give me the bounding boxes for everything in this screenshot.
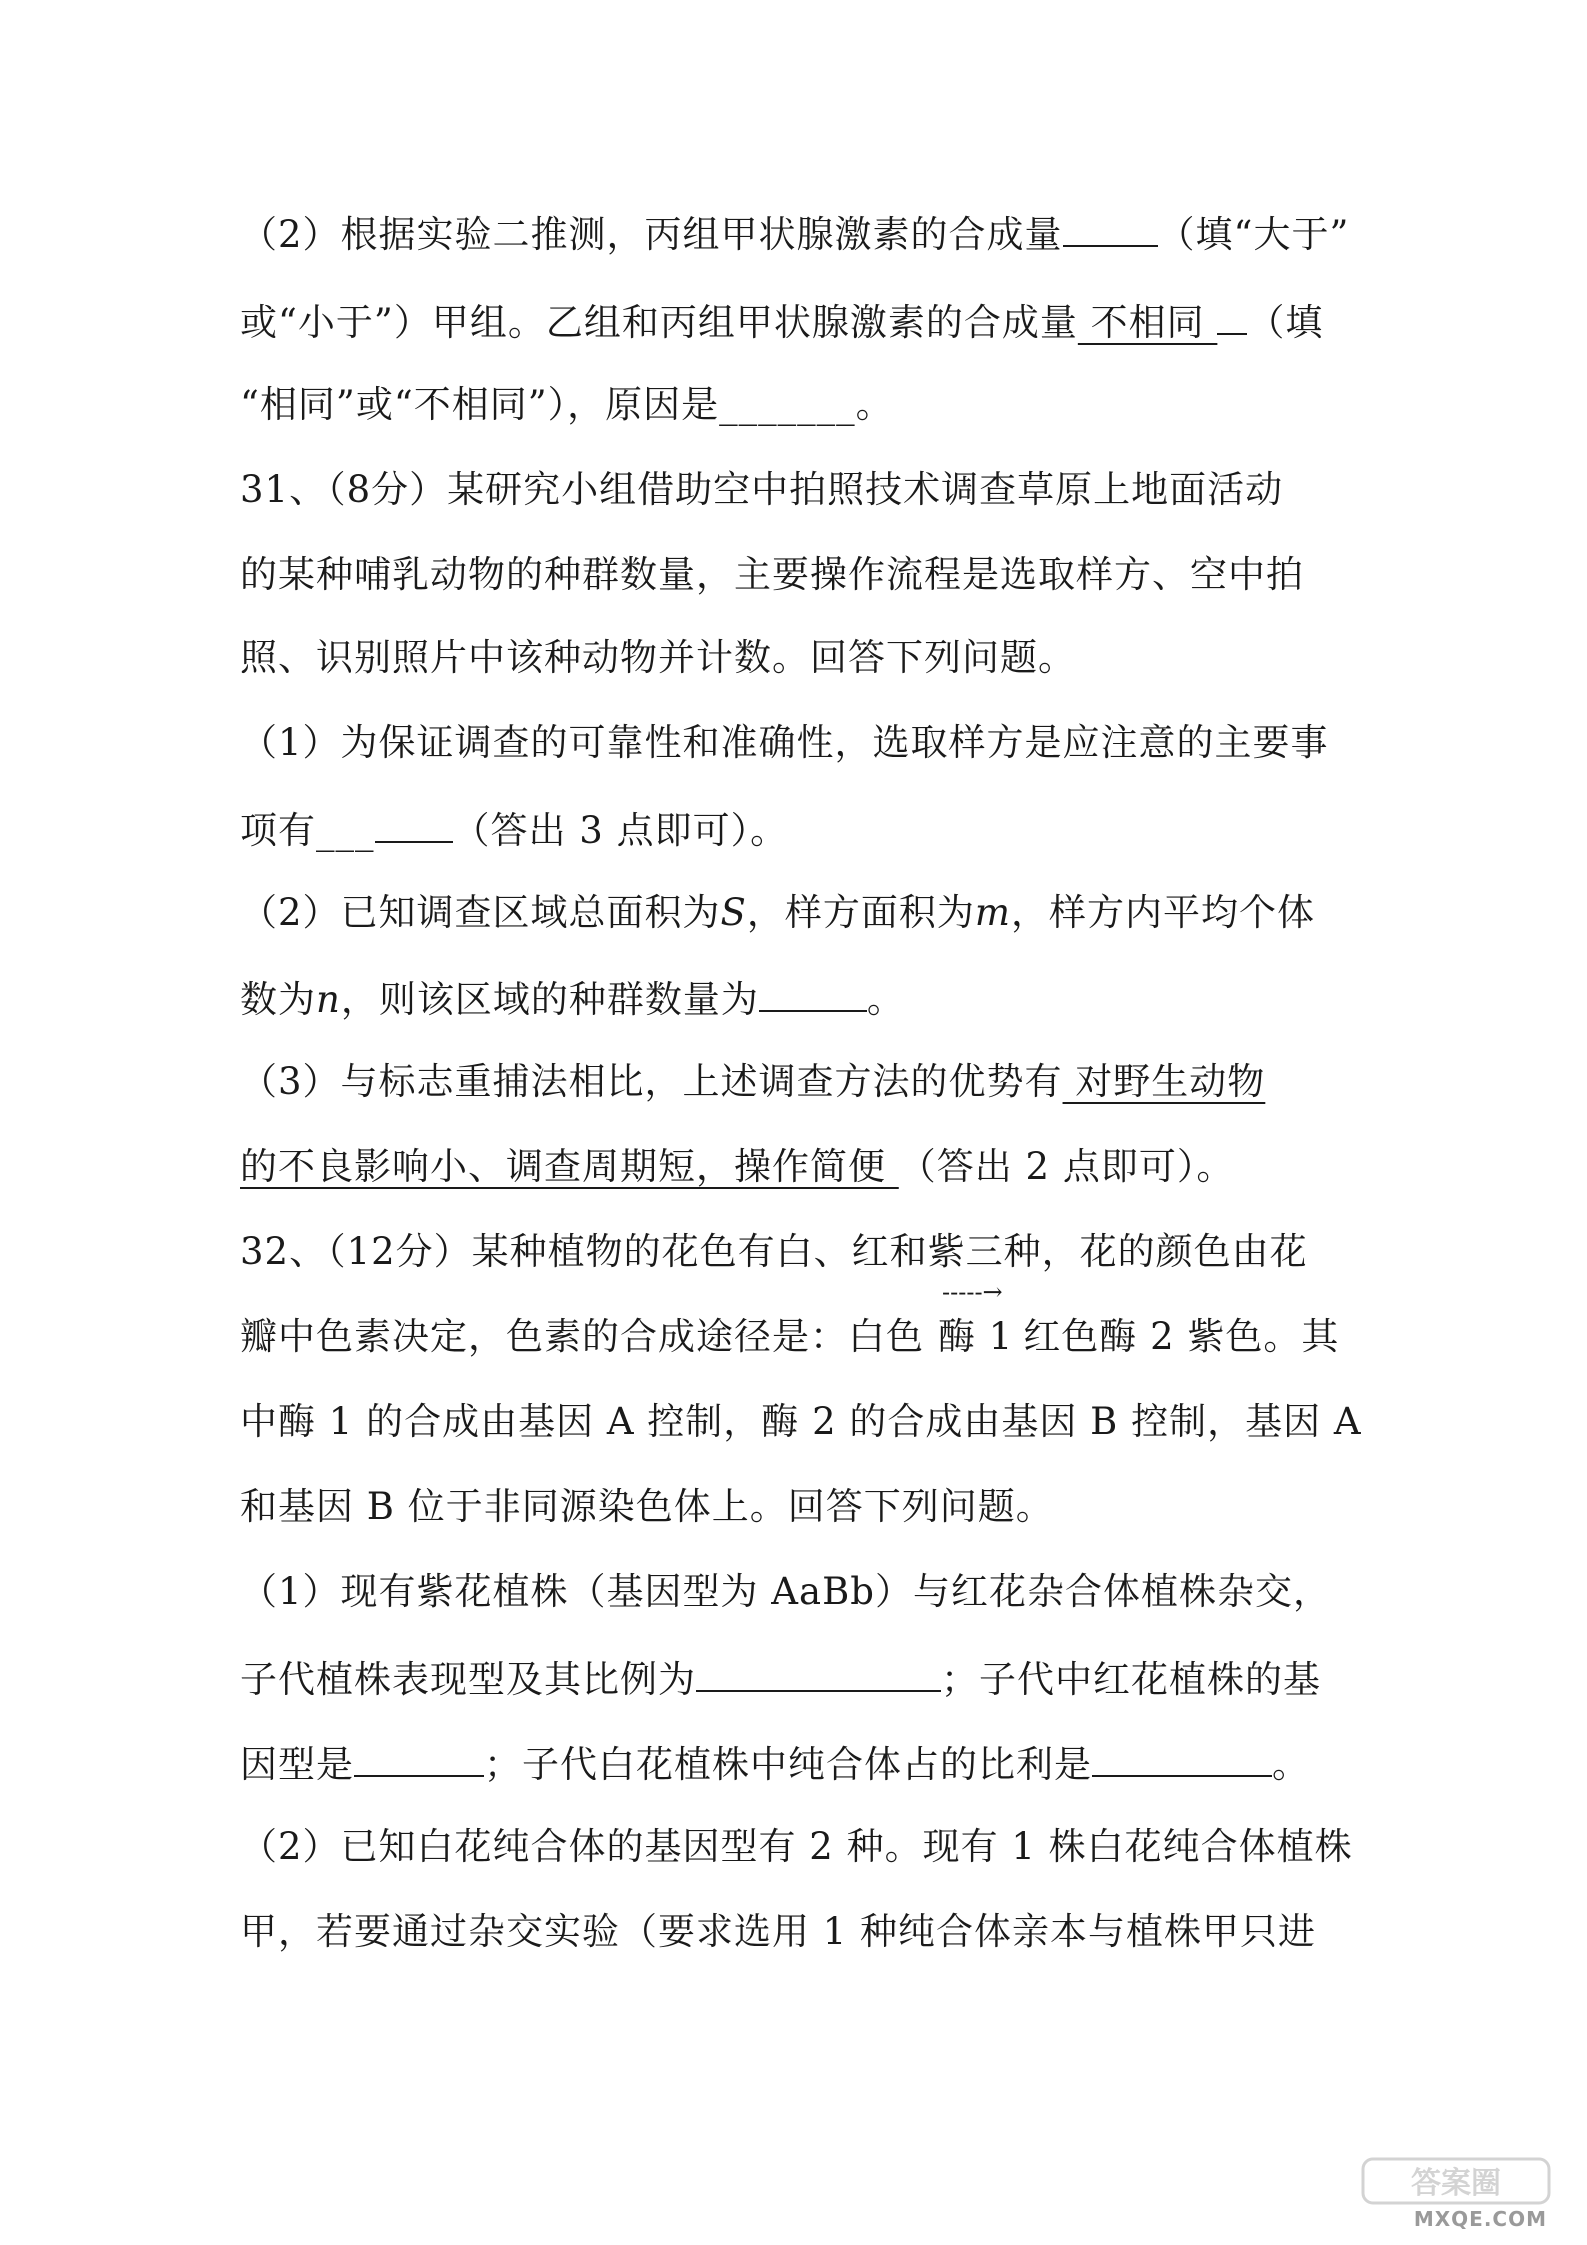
q32-text: 瓣中色素决定，色素的合成途径是：白色	[240, 1315, 924, 1358]
filled-answer: 对野生动物	[1062, 1060, 1266, 1103]
q31-2-text-d: 数为	[240, 978, 316, 1021]
answer-blank	[1063, 207, 1158, 247]
text-line-2	[240, 295, 1350, 348]
text-line-18	[240, 1652, 1350, 1705]
text-line-17	[240, 1567, 1350, 1617]
q31-3-text: （3）与标志重捕法相比，上述调查方法的优势有	[240, 1060, 1063, 1103]
text-line-10	[240, 972, 1350, 1025]
text-line-4	[240, 465, 1350, 515]
q32-text-c: 中酶 1 的合成由基因 A 控制，酶 2 的合成由基因 B 控制，基因 A	[240, 1400, 1362, 1443]
answer-blank	[696, 1652, 941, 1692]
watermark-url: MXQE.COM	[1413, 2207, 1547, 2231]
text-line-7	[240, 718, 1350, 768]
q32-2-text: （2）已知白花纯合体的基因型有 2 种。现有 1 株白花纯合体植株	[240, 1825, 1353, 1868]
q30-2-hint-2: （填	[1247, 301, 1324, 344]
answer-blank	[759, 972, 867, 1012]
q31-2-text-e: ，则该区域的种群数量为	[340, 978, 759, 1021]
q32-1-text-c: ；子代中红花植株的基	[941, 1658, 1321, 1701]
q31-1-hint: （答出 3 点即可）。	[452, 809, 789, 852]
text-line-6	[240, 633, 1350, 683]
text-line-13	[240, 1227, 1350, 1277]
q30-2-text: （2）根据实验二推测，丙组甲状腺激素的合成量	[240, 213, 1063, 256]
q32-text-d: 和基因 B 位于非同源染色体上。回答下列问题。	[240, 1485, 1054, 1528]
q30-2-reason: “相同”或“不相同”），原因是	[240, 383, 720, 426]
q31-3-hint: （答出 2 点即可）。	[898, 1145, 1235, 1188]
text-line-3	[240, 380, 1350, 430]
text-line-9	[240, 888, 1350, 938]
text-line-14	[240, 1312, 1350, 1362]
q31-2-text-c: ，样方内平均个体	[1011, 891, 1315, 934]
watermark-logo-text: 答案圈	[1411, 2166, 1501, 2201]
q32-heading: 32、（12分）某种植物的花色有白、红和紫三种，花的颜色由花	[240, 1230, 1308, 1273]
answer-blank	[375, 803, 453, 843]
punctuation: 。	[866, 978, 905, 1021]
answer-blank-underscores: ___	[316, 809, 375, 852]
answer-blank	[1217, 295, 1247, 335]
text-line-16	[240, 1482, 1350, 1532]
text-line-19	[240, 1737, 1350, 1790]
q31-2-text-b: ，样方面积为	[746, 891, 975, 934]
text-line-15	[240, 1397, 1362, 1447]
q31-1-text-cont: 项有	[240, 809, 316, 852]
text-line-11	[240, 1057, 1350, 1107]
q31-heading: 31、（8分）某研究小组借助空中拍照技术调查草原上地面活动	[240, 468, 1284, 511]
filled-answer: 不相同	[1077, 301, 1218, 344]
q32-text-b: 红色酶 2 紫色。其	[1023, 1315, 1340, 1358]
text-line-12	[240, 1142, 1350, 1192]
q32-1-text-d: 因型是	[240, 1743, 354, 1786]
q30-2-text-cont: 或“小于”）甲组。乙组和丙组甲状腺激素的合成量	[240, 301, 1078, 344]
text-line-21	[240, 1907, 1350, 1957]
punctuation: 。	[1272, 1743, 1310, 1786]
q31-2-text: （2）已知调查区域总面积为	[240, 891, 721, 934]
variable-m: m	[974, 891, 1011, 934]
q31-1-text: （1）为保证调查的可靠性和准确性，选取样方是应注意的主要事	[240, 721, 1329, 764]
variable-n: n	[316, 978, 341, 1021]
q31-text-cont: 照、识别照片中该种动物并计数。回答下列问题。	[240, 636, 1076, 679]
punctuation: 。	[855, 383, 894, 426]
text-line-20	[240, 1822, 1353, 1872]
variable-s: S	[720, 891, 747, 934]
q30-2-hint: （填“大于”	[1157, 213, 1350, 256]
text-line-8	[240, 803, 1350, 856]
text-line-1	[240, 207, 1350, 260]
q32-1-text: （1）现有紫花植株（基因型为 AaBb）与红花杂合体植株杂交，	[240, 1570, 1331, 1613]
pathway-arrow-icon: -----→	[942, 1278, 1003, 1306]
enzyme-1-label: 酶 1	[938, 1315, 1014, 1358]
filled-answer-cont: 的不良影响小、调查周期短，操作简便	[240, 1145, 899, 1188]
q32-1-text-e: ；子代白花植株中纯合体占的比利是	[484, 1743, 1092, 1786]
answer-blank	[1092, 1737, 1272, 1777]
answer-blank-underscores: _______	[719, 383, 856, 426]
q31-text: 的某种哺乳动物的种群数量，主要操作流程是选取样方、空中拍	[240, 553, 1304, 596]
answer-blank	[354, 1737, 484, 1777]
text-line-5	[240, 550, 1350, 600]
q32-2-text-b: 甲，若要通过杂交实验（要求选用 1 种纯合体亲本与植株甲只进	[240, 1910, 1317, 1953]
q32-1-text-b: 子代植株表现型及其比例为	[240, 1658, 696, 1701]
